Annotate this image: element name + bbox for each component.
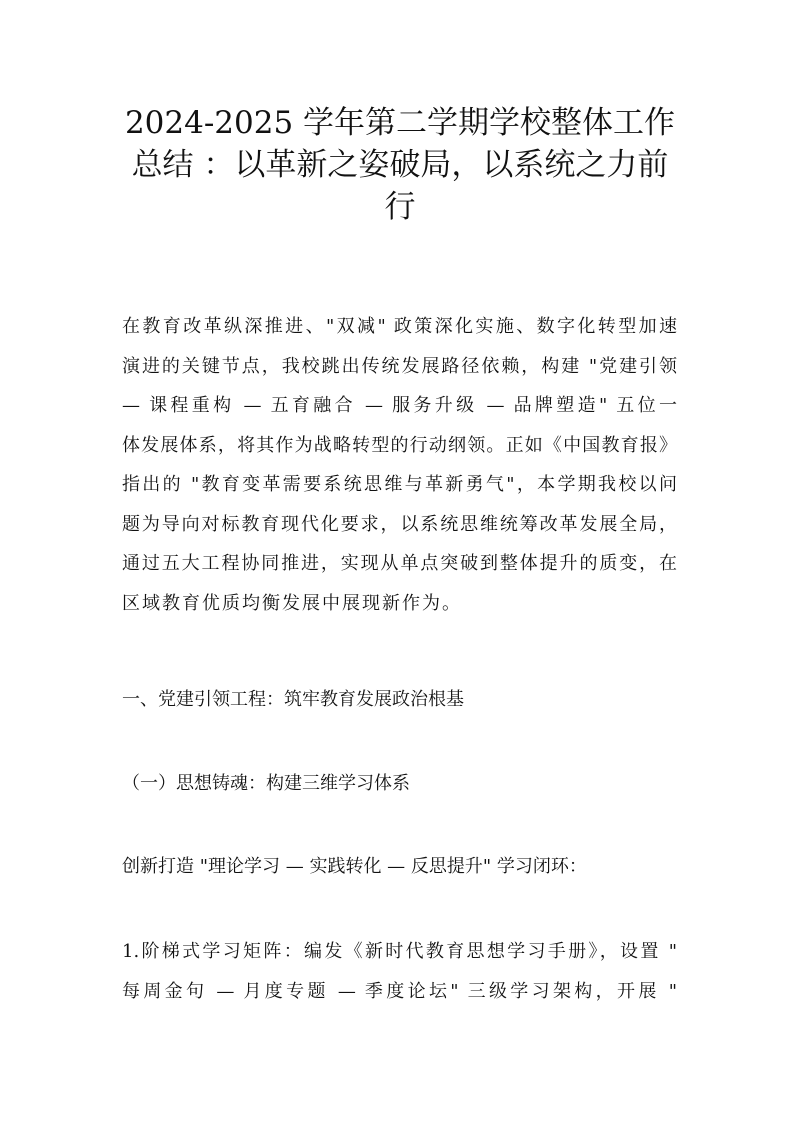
intro-line-6: 题为导向对标教育现代化要求，以系统思维统筹改革发展全局，	[122, 514, 677, 535]
loop-description: 创新打造 "理论学习 — 实践转化 — 反思提升" 学习闭环：	[122, 856, 587, 877]
title-line-3: 行	[384, 189, 416, 225]
intro-line-2: 演进的关键节点，我校跳出传统发展路径依赖，构建 "党建引领	[122, 356, 677, 377]
item-1-line-2: 每周金句 — 月度专题 — 季度论坛" 三级学习架构，开展 "	[122, 981, 677, 1002]
intro-line-8: 区域教育优质均衡发展中展现新作为。	[122, 593, 462, 614]
section-heading-1: 一、党建引领工程：筑牢教育发展政治根基	[122, 689, 464, 710]
intro-line-5: 指出的 "教育变革需要系统思维与革新勇气"，本学期我校以问	[122, 474, 677, 495]
intro-line-4: 体发展体系，将其作为战略转型的行动纲领。正如《中国教育报》	[122, 435, 677, 456]
intro-line-1: 在教育改革纵深推进、"双减" 政策深化实施、数字化转型加速	[122, 316, 677, 337]
document-title	[110, 102, 690, 228]
intro-line-7: 通过五大工程协同推进，实现从单点突破到整体提升的质变，在	[122, 553, 677, 574]
intro-line-3: — 课程重构 — 五育融合 — 服务升级 — 品牌塑造" 五位一	[122, 395, 677, 416]
title-line-1: 2024-2025 学年第二学期学校整体工作	[124, 105, 676, 141]
subsection-heading-1: （一）思想铸魂：构建三维学习体系	[122, 773, 410, 794]
item-1-line-1: 1.阶梯式学习矩阵：编发《新时代教育思想学习手册》，设置 "	[122, 941, 677, 962]
title-line-2: 总结 ：以革新之姿破局，以系统之力前	[131, 147, 669, 183]
